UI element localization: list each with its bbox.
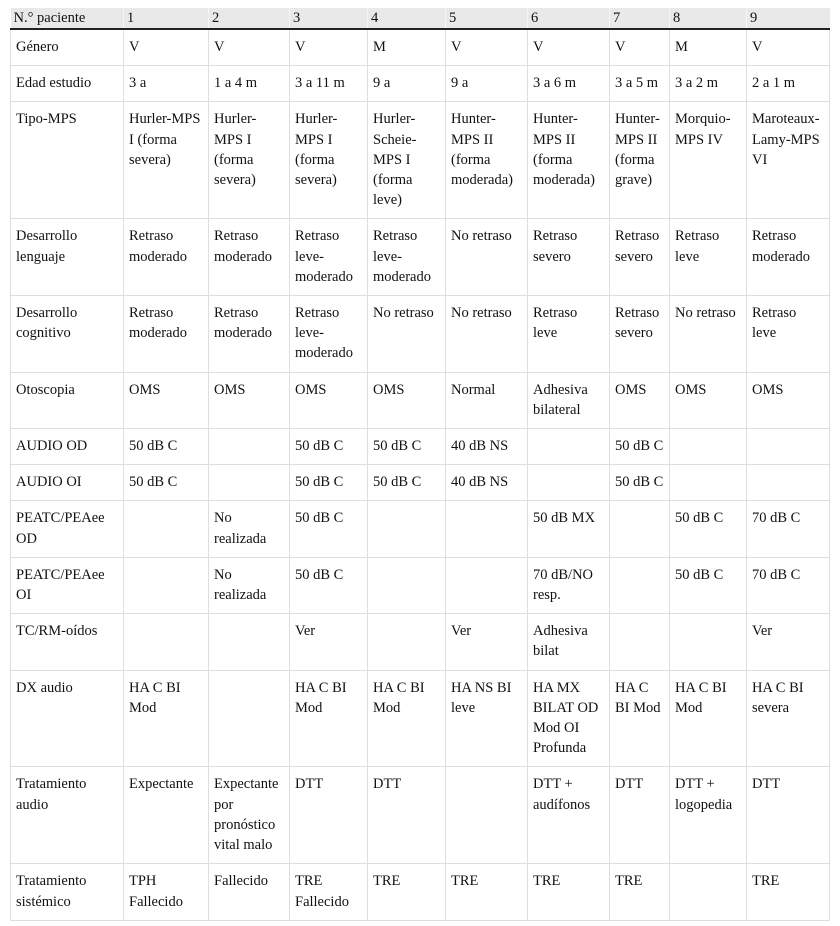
table-cell: 50 dB C xyxy=(124,429,209,465)
table-cell: Hurler-Scheie-MPS I (forma leve) xyxy=(368,102,446,219)
table-cell: OMS xyxy=(124,372,209,428)
row-label: DX audio xyxy=(11,670,124,767)
table-row xyxy=(11,670,830,767)
table-row xyxy=(11,767,830,864)
table-cell xyxy=(670,465,747,501)
header-cell: 7 xyxy=(610,8,670,29)
table-cell: M xyxy=(368,29,446,66)
table-cell: No retraso xyxy=(670,296,747,373)
table-cell: Morquio-MPS IV xyxy=(670,102,747,219)
row-label: Tratamiento audio xyxy=(11,767,124,864)
table-cell xyxy=(610,501,670,557)
table-cell: HA NS BI leve xyxy=(446,670,528,767)
header-cell: 2 xyxy=(209,8,290,29)
table-cell: Retraso severo xyxy=(528,219,610,296)
table-cell: V xyxy=(747,29,830,66)
table-cell: Retraso leve-moderado xyxy=(290,296,368,373)
table-cell: HA C BI Mod xyxy=(610,670,670,767)
table-cell: TRE xyxy=(528,864,610,920)
row-label: Tipo-MPS xyxy=(11,102,124,219)
table-cell: HA C BI Mod xyxy=(670,670,747,767)
row-label: AUDIO OI xyxy=(11,465,124,501)
table-cell: 50 dB C xyxy=(670,501,747,557)
table-cell: Retraso moderado xyxy=(124,219,209,296)
table-cell: Hurler-MPS I (forma severa) xyxy=(290,102,368,219)
table-cell: 3 a 2 m xyxy=(670,66,747,102)
table-cell xyxy=(368,501,446,557)
table-cell: Retraso leve-moderado xyxy=(368,219,446,296)
table-cell: Hunter-MPS II (forma moderada) xyxy=(446,102,528,219)
table-row xyxy=(11,372,830,428)
table-cell: Expectante xyxy=(124,767,209,864)
row-label: Género xyxy=(11,29,124,66)
table-row xyxy=(11,501,830,557)
table-cell xyxy=(670,614,747,670)
row-label: PEATC/PEAee OD xyxy=(11,501,124,557)
table-cell: HA C BI severa xyxy=(747,670,830,767)
table-cell: 50 dB C xyxy=(290,557,368,613)
table-cell: HA C BI Mod xyxy=(368,670,446,767)
table-cell xyxy=(209,614,290,670)
table-cell: V xyxy=(446,29,528,66)
table-cell: 9 a xyxy=(368,66,446,102)
table-cell: Retraso moderado xyxy=(209,219,290,296)
table-cell xyxy=(209,465,290,501)
table-row xyxy=(11,557,830,613)
table-cell: V xyxy=(610,29,670,66)
table-cell xyxy=(209,670,290,767)
table-row xyxy=(11,102,830,219)
table-cell: 3 a xyxy=(124,66,209,102)
table-cell xyxy=(124,557,209,613)
table-cell xyxy=(747,465,830,501)
table-cell: OMS xyxy=(670,372,747,428)
row-label: Edad estudio xyxy=(11,66,124,102)
table-cell: Retraso leve-moderado xyxy=(290,219,368,296)
table-cell: Normal xyxy=(446,372,528,428)
table-cell: TRE Fallecido xyxy=(290,864,368,920)
table-cell xyxy=(446,767,528,864)
row-label: Desarrollo cognitivo xyxy=(11,296,124,373)
row-label: AUDIO OD xyxy=(11,429,124,465)
table-row xyxy=(11,29,830,66)
table-cell: 3 a 5 m xyxy=(610,66,670,102)
table-cell: Retraso severo xyxy=(610,219,670,296)
table-row xyxy=(11,465,830,501)
table-cell: 9 a xyxy=(446,66,528,102)
header-cell: 9 xyxy=(747,8,830,29)
table-cell xyxy=(528,465,610,501)
table-cell xyxy=(368,557,446,613)
table-cell: 2 a 1 m xyxy=(747,66,830,102)
table-cell: HA C BI Mod xyxy=(290,670,368,767)
table-cell: DTT xyxy=(610,767,670,864)
table-cell: 50 dB C xyxy=(290,501,368,557)
table-cell: TRE xyxy=(446,864,528,920)
table-cell xyxy=(368,614,446,670)
table-cell: OMS xyxy=(290,372,368,428)
table-cell: Retraso moderado xyxy=(124,296,209,373)
table-cell: 70 dB/NO resp. xyxy=(528,557,610,613)
table-cell: 40 dB NS xyxy=(446,465,528,501)
table-cell: 1 a 4 m xyxy=(209,66,290,102)
table-cell xyxy=(124,501,209,557)
table-cell: V xyxy=(209,29,290,66)
table-cell: Hunter-MPS II (forma grave) xyxy=(610,102,670,219)
table-cell xyxy=(670,864,747,920)
row-label: Otoscopia xyxy=(11,372,124,428)
table-cell: HA MX BILAT OD Mod OI Profunda xyxy=(528,670,610,767)
table-cell xyxy=(610,614,670,670)
table-cell xyxy=(610,557,670,613)
header-cell: 6 xyxy=(528,8,610,29)
table-cell: 50 dB C xyxy=(290,465,368,501)
table-cell xyxy=(446,501,528,557)
table-cell: Retraso leve xyxy=(670,219,747,296)
table-header-row xyxy=(11,8,830,29)
table-cell: No realizada xyxy=(209,501,290,557)
table-cell: Retraso moderado xyxy=(747,219,830,296)
table-cell: DTT xyxy=(290,767,368,864)
patients-table xyxy=(10,8,830,921)
table-cell: TRE xyxy=(747,864,830,920)
table-cell: 50 dB C xyxy=(670,557,747,613)
row-label: Tratamiento sistémico xyxy=(11,864,124,920)
table-cell: Maroteaux-Lamy-MPS VI xyxy=(747,102,830,219)
table-cell: 50 dB C xyxy=(124,465,209,501)
table-cell: 50 dB C xyxy=(610,465,670,501)
table-cell: Ver xyxy=(290,614,368,670)
header-cell: 1 xyxy=(124,8,209,29)
table-cell xyxy=(670,429,747,465)
table-cell: Hurler-MPS I (forma severa) xyxy=(124,102,209,219)
table-row xyxy=(11,429,830,465)
table-cell: No retraso xyxy=(446,296,528,373)
table-cell: Retraso leve xyxy=(528,296,610,373)
table-cell: 50 dB C xyxy=(290,429,368,465)
row-label: PEATC/PEAee OI xyxy=(11,557,124,613)
table-row xyxy=(11,66,830,102)
table-cell: Hurler-MPS I (forma severa) xyxy=(209,102,290,219)
table-cell: OMS xyxy=(747,372,830,428)
table-row xyxy=(11,296,830,373)
table-cell: OMS xyxy=(368,372,446,428)
table-cell: Adhesiva bilateral xyxy=(528,372,610,428)
table-cell: 70 dB C xyxy=(747,557,830,613)
table-cell: V xyxy=(290,29,368,66)
table-cell: 50 dB C xyxy=(610,429,670,465)
table-cell: 50 dB MX xyxy=(528,501,610,557)
table-cell: Fallecido xyxy=(209,864,290,920)
row-label: TC/RM-oídos xyxy=(11,614,124,670)
header-cell: 4 xyxy=(368,8,446,29)
table-cell: V xyxy=(124,29,209,66)
table-cell: HA C BI Mod xyxy=(124,670,209,767)
table-cell: 50 dB C xyxy=(368,465,446,501)
table-row xyxy=(11,219,830,296)
table-cell: DTT xyxy=(368,767,446,864)
table-row xyxy=(11,864,830,920)
table-cell: Retraso moderado xyxy=(209,296,290,373)
header-cell: 8 xyxy=(670,8,747,29)
header-cell: 5 xyxy=(446,8,528,29)
table-cell: No retraso xyxy=(446,219,528,296)
header-cell: 3 xyxy=(290,8,368,29)
table-cell: OMS xyxy=(209,372,290,428)
table-cell: Retraso leve xyxy=(747,296,830,373)
table-cell: TPH Fallecido xyxy=(124,864,209,920)
table-cell: Adhesiva bilat xyxy=(528,614,610,670)
table-cell: Hunter-MPS II (forma moderada) xyxy=(528,102,610,219)
table-cell xyxy=(124,614,209,670)
table-cell: No realizada xyxy=(209,557,290,613)
table-cell: No retraso xyxy=(368,296,446,373)
table-cell: Ver xyxy=(747,614,830,670)
table-cell: DTT + logopedia xyxy=(670,767,747,864)
table-cell: Retraso severo xyxy=(610,296,670,373)
table-cell: Ver xyxy=(446,614,528,670)
table-cell xyxy=(747,429,830,465)
table-cell: V xyxy=(528,29,610,66)
row-label: Desarrollo lenguaje xyxy=(11,219,124,296)
table-cell: M xyxy=(670,29,747,66)
table-cell: TRE xyxy=(368,864,446,920)
table-cell: DTT xyxy=(747,767,830,864)
table-row xyxy=(11,614,830,670)
table-cell xyxy=(528,429,610,465)
table-cell xyxy=(209,429,290,465)
table-cell: 3 a 11 m xyxy=(290,66,368,102)
header-cell: N.° paciente xyxy=(11,8,124,29)
table-cell: OMS xyxy=(610,372,670,428)
table-cell: DTT + audífonos xyxy=(528,767,610,864)
table-cell xyxy=(446,557,528,613)
table-cell: TRE xyxy=(610,864,670,920)
table-cell: 3 a 6 m xyxy=(528,66,610,102)
table-cell: 40 dB NS xyxy=(446,429,528,465)
table-cell: 70 dB C xyxy=(747,501,830,557)
table-cell: Expectante por pronóstico vital malo xyxy=(209,767,290,864)
table-cell: 50 dB C xyxy=(368,429,446,465)
